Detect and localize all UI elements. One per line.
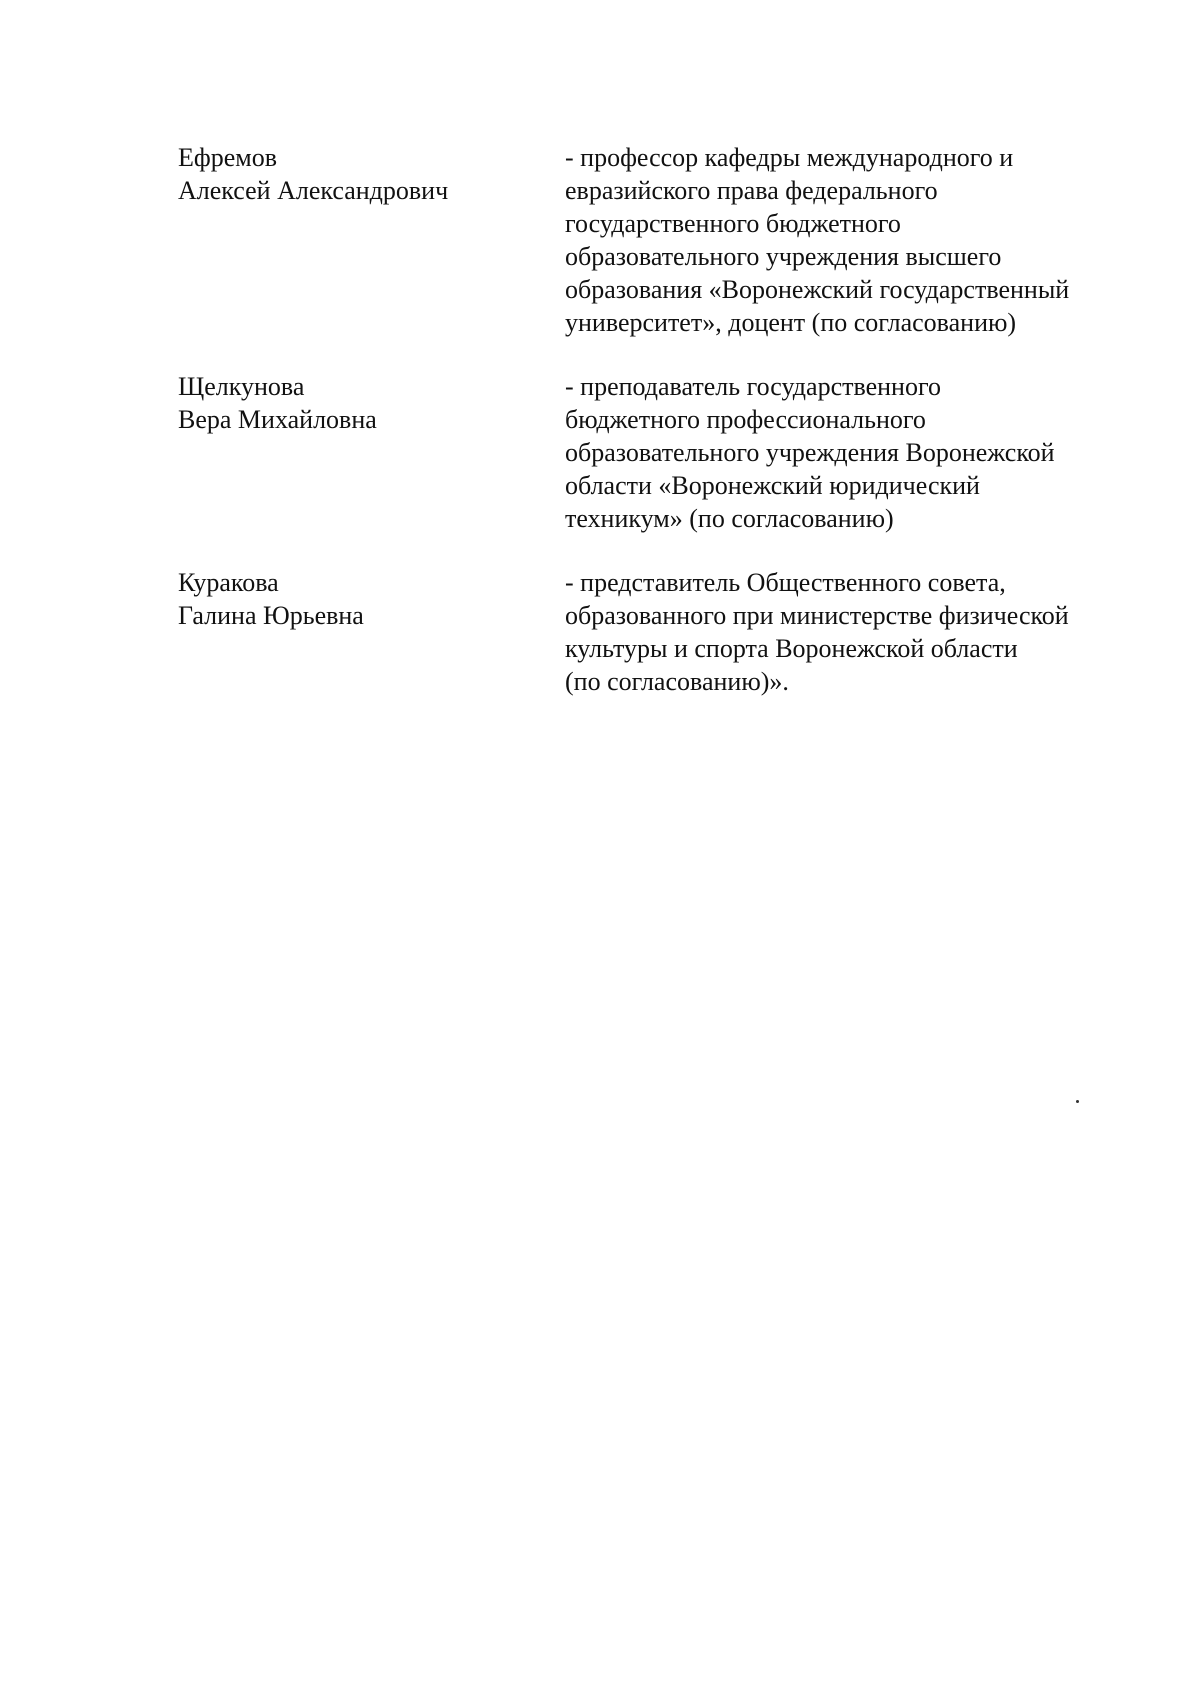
member-given-names: Алексей Александрович [178, 176, 449, 205]
scan-speck [1076, 1100, 1079, 1103]
member-given-names: Галина Юрьевна [178, 601, 364, 630]
role-line: - преподаватель государственного [565, 372, 941, 401]
member-name [178, 370, 558, 436]
member-role [565, 370, 1145, 535]
member-surname: Щелкунова [178, 372, 305, 401]
member-role [565, 566, 1145, 698]
member-name [178, 566, 558, 632]
role-line: университет», доцент (по согласованию) [565, 308, 1017, 337]
role-line: бюджетного профессионального [565, 405, 926, 434]
role-line: государственного бюджетного [565, 209, 901, 238]
member-name [178, 141, 558, 207]
role-line: образовательного учреждения высшего [565, 242, 1002, 271]
role-line: области «Воронежский юридический [565, 471, 980, 500]
role-line: (по согласованию)». [565, 667, 789, 696]
role-line: - профессор кафедры международного и [565, 143, 1014, 172]
role-line: образования «Воронежский государственный [565, 275, 1070, 304]
member-surname: Куракова [178, 568, 279, 597]
role-line: образовательного учреждения Воронежской [565, 438, 1055, 467]
role-line: образованного при министерстве физической [565, 601, 1069, 630]
role-line: евразийского права федерального [565, 176, 938, 205]
role-line: техникум» (по согласованию) [565, 504, 894, 533]
role-line: - представитель Общественного совета, [565, 568, 1006, 597]
member-role [565, 141, 1145, 339]
member-surname: Ефремов [178, 143, 277, 172]
member-given-names: Вера Михайловна [178, 405, 377, 434]
role-line: культуры и спорта Воронежской области [565, 634, 1018, 663]
